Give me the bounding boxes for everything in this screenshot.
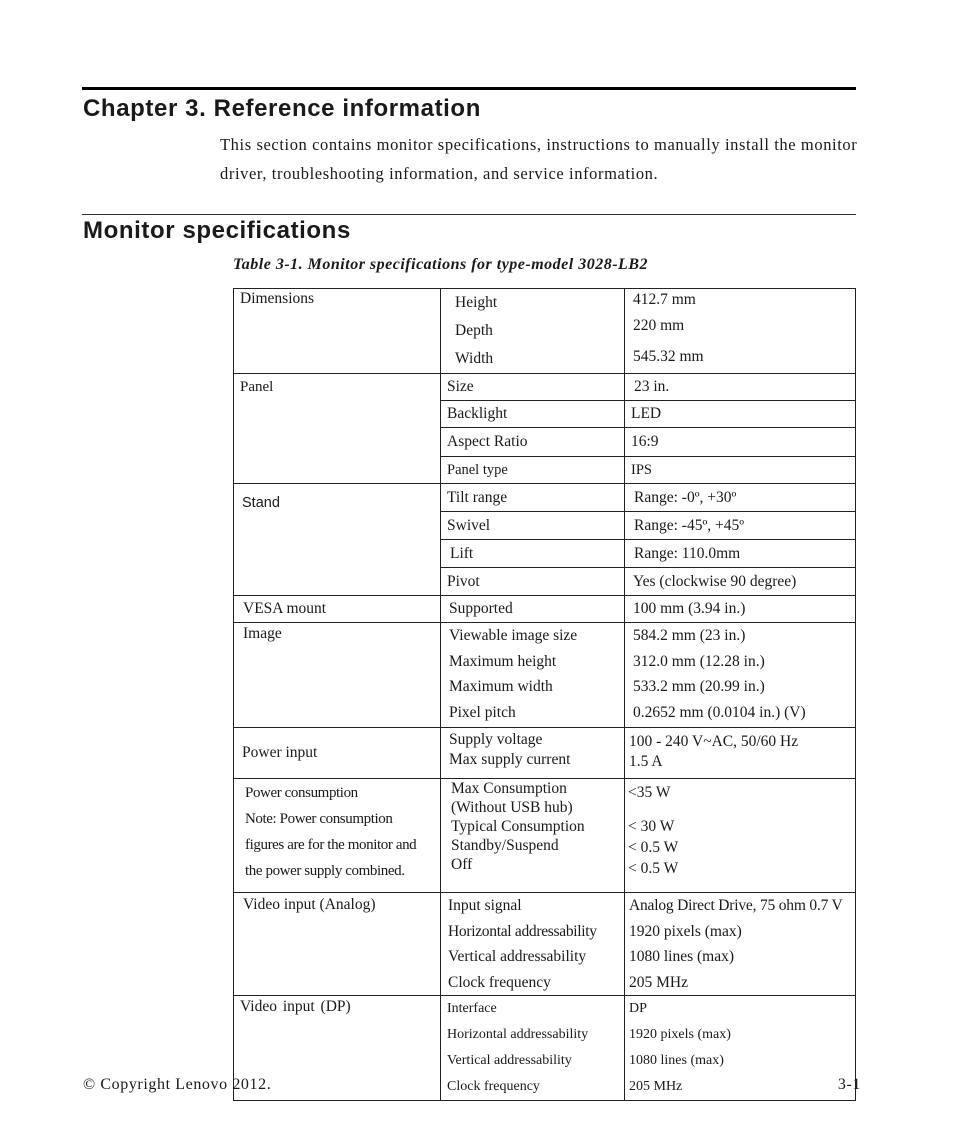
table-row: [234, 596, 856, 623]
page-number: 3-1: [837, 1076, 861, 1093]
spec-name: Maximum height: [449, 652, 557, 670]
spec-values: [625, 728, 856, 779]
spec-value: Yes (clockwise 90 degree): [625, 568, 856, 596]
spec-name-note: (Without USB hub): [451, 799, 573, 816]
table-row: [234, 374, 856, 401]
copyright-notice: © Copyright Lenovo 2012.: [83, 1076, 272, 1093]
spec-name: Swivel: [441, 512, 625, 540]
spec-name: Lift: [441, 540, 625, 568]
group-label: Video input (Analog): [234, 893, 441, 996]
spec-value: 23 in.: [625, 374, 856, 401]
spec-name: Clock frequency: [448, 973, 551, 991]
spec-name: Supported: [441, 596, 625, 623]
spec-name: Vertical addressability: [448, 948, 587, 965]
table-row: [234, 779, 856, 893]
spec-value: 1080 lines (max): [629, 1053, 724, 1068]
spec-value: 312.0 mm (12.28 in.): [633, 652, 765, 670]
spec-name: Aspect Ratio: [441, 428, 625, 457]
spec-name: Horizontal addressability: [447, 1027, 589, 1042]
spec-names: [441, 289, 625, 374]
table-row: [234, 728, 856, 779]
spec-value: 220 mm: [633, 317, 685, 334]
spec-value: 1080 lines (max): [629, 948, 735, 965]
spec-value: 545.32 mm: [633, 348, 704, 365]
table-row: [234, 893, 856, 996]
spec-value: 100 - 240 V~AC, 50/60 Hz: [629, 733, 799, 750]
spec-name: Interface: [447, 1001, 497, 1016]
group-label: Stand: [234, 484, 441, 596]
group-label: Power input: [234, 728, 441, 779]
spec-name: Size: [441, 374, 625, 401]
table-row: [234, 996, 856, 1101]
power-note-line: figures are for the monitor and: [245, 837, 417, 853]
spec-value: DP: [629, 1001, 647, 1016]
spec-value: Range: -45º, +45º: [625, 512, 856, 540]
spec-value: 100 mm (3.94 in.): [625, 596, 856, 623]
spec-names: [441, 996, 625, 1101]
spec-name: Max Consumption: [451, 780, 567, 797]
spec-value: Range: 110.0mm: [625, 540, 856, 568]
spec-value: Range: -0º, +30º: [625, 484, 856, 512]
spec-value: 1.5 A: [629, 753, 663, 770]
group-label: Video input (DP): [234, 996, 441, 1101]
spec-names: [441, 779, 625, 893]
table-row: [234, 484, 856, 512]
spec-name: Tilt range: [441, 484, 625, 512]
spec-values: [625, 893, 856, 996]
table-caption: Table 3-1. Monitor specifications for type-model 3028-LB2: [233, 256, 648, 273]
spec-value: 205 MHz: [629, 973, 688, 991]
intro-paragraph: This section contains monitor specifications, instructions to manually install the monitor driver, troubleshooting information, and service information.: [220, 135, 858, 183]
spec-name: Width: [455, 350, 494, 367]
spec-table: [233, 288, 856, 1101]
spec-name: Off: [451, 856, 473, 873]
spec-names: [441, 893, 625, 996]
spec-name: Supply voltage: [449, 731, 543, 748]
spec-name: Panel type: [441, 457, 625, 484]
group-label-line: Power consumption: [245, 785, 358, 801]
spec-names: [441, 728, 625, 779]
spec-name: Pixel pitch: [449, 703, 516, 721]
group-label: VESA mount: [234, 596, 441, 623]
spec-value: LED: [625, 401, 856, 428]
spec-name: Input signal: [448, 897, 522, 914]
spec-name: Max supply current: [449, 751, 571, 768]
spec-value: 16:9: [625, 428, 856, 457]
spec-name: Typical Consumption: [451, 818, 585, 835]
table-row: [234, 289, 856, 374]
spec-name: Clock frequency: [447, 1079, 540, 1094]
spec-values: [625, 623, 856, 728]
group-label: Panel: [234, 374, 441, 484]
power-note-line: the power supply combined.: [245, 863, 405, 879]
spec-name: Horizontal addressability: [448, 922, 597, 940]
section-title: Monitor specifications: [83, 217, 351, 244]
spec-value: 1920 pixels (max): [629, 922, 742, 940]
spec-value: < 0.5 W: [628, 839, 679, 856]
spec-value: 584.2 mm (23 in.): [633, 627, 746, 644]
spec-name: Backlight: [441, 401, 625, 428]
spec-value: <35 W: [628, 784, 671, 801]
spec-value: < 30 W: [628, 818, 675, 835]
group-label: Image: [234, 623, 441, 728]
spec-values: [625, 779, 856, 893]
spec-name: Viewable image size: [449, 627, 578, 644]
spec-name: Standby/Suspend: [451, 837, 559, 854]
chapter-title: Chapter 3. Reference information: [83, 95, 481, 122]
power-note-line: Note: Power consumption: [245, 811, 393, 827]
spec-name: Depth: [455, 322, 493, 339]
spec-value: 205 MHz: [629, 1079, 683, 1094]
section-rule: [82, 214, 856, 215]
group-label: Dimensions: [234, 289, 441, 374]
spec-value: 0.2652 mm (0.0104 in.) (V): [633, 703, 806, 721]
spec-value: 412.7 mm: [633, 291, 696, 308]
spec-values: [625, 289, 856, 374]
spec-names: [441, 623, 625, 728]
table-row: [234, 623, 856, 728]
spec-name: Pivot: [441, 568, 625, 596]
spec-name: Maximum width: [449, 678, 553, 695]
spec-value: 533.2 mm (20.99 in.): [633, 678, 765, 695]
spec-name: Vertical addressability: [447, 1053, 572, 1068]
spec-name: Height: [455, 294, 498, 311]
spec-value: Analog Direct Drive, 75 ohm 0.7 V: [629, 897, 843, 914]
group-label: [234, 779, 441, 893]
spec-value: < 0.5 W: [628, 860, 679, 877]
spec-values: [625, 996, 856, 1101]
spec-value: 1920 pixels (max): [629, 1027, 731, 1042]
spec-value: IPS: [625, 457, 856, 484]
top-rule: [82, 87, 856, 90]
